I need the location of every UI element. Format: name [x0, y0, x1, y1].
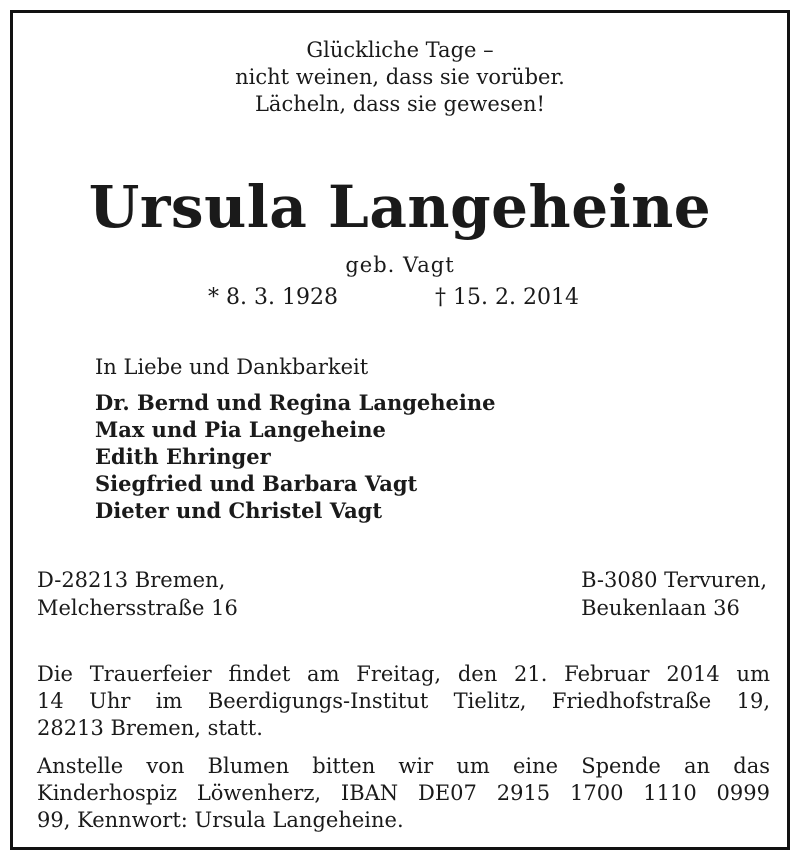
- funeral-info: [37, 661, 770, 742]
- mourner-name: Siegfried und Barbara Vagt: [95, 471, 418, 496]
- death-date: † 15. 2. 2014: [435, 285, 579, 310]
- mourner-name: Edith Ehringer: [95, 444, 271, 469]
- address-street: Beukenlaan 36: [581, 596, 740, 620]
- mourner-name: Dieter und Christel Vagt: [95, 498, 383, 523]
- funeral-line: Die Trauerfeier findet am Freitag, den 21. Februar 2014 um: [37, 662, 770, 686]
- mourner-name: Dr. Bernd und Regina Langeheine: [95, 390, 496, 415]
- address-bremen: [37, 566, 238, 622]
- donation-info: [37, 753, 770, 834]
- mourners-intro: In Liebe und Dankbarkeit: [95, 355, 369, 379]
- obituary-notice: [10, 10, 790, 850]
- poem-line: nicht weinen, dass sie vorüber.: [235, 65, 565, 89]
- birth-date: * 8. 3. 1928: [208, 285, 338, 310]
- maiden-name: geb. Vagt: [345, 253, 455, 277]
- poem-line: Lächeln, dass sie gewesen!: [254, 92, 545, 116]
- mourner-name: Max und Pia Langeheine: [95, 417, 386, 442]
- address-street: Melchersstraße 16: [37, 596, 238, 620]
- funeral-line: 14 Uhr im Beerdigungs-Institut Tielitz, Friedhofstraße 19,: [37, 689, 770, 713]
- poem: [13, 37, 787, 118]
- poem-line: Glückliche Tage –: [306, 38, 494, 62]
- address-city: B-3080 Tervuren,: [581, 568, 767, 592]
- address-city: D-28213 Bremen,: [37, 568, 226, 592]
- donation-line: Anstelle von Blumen bitten wir um eine Spende an das: [37, 754, 770, 778]
- donation-line: 99, Kennwort: Ursula Langeheine.: [37, 808, 404, 832]
- donation-line: Kinderhospiz Löwenherz, IBAN DE07 2915 1700 1110 0999: [37, 781, 770, 805]
- deceased-name: Ursula Langeheine: [88, 173, 712, 241]
- address-tervuren: [581, 566, 767, 622]
- funeral-line: 28213 Bremen, statt.: [37, 716, 263, 740]
- mourners-list: [95, 389, 496, 524]
